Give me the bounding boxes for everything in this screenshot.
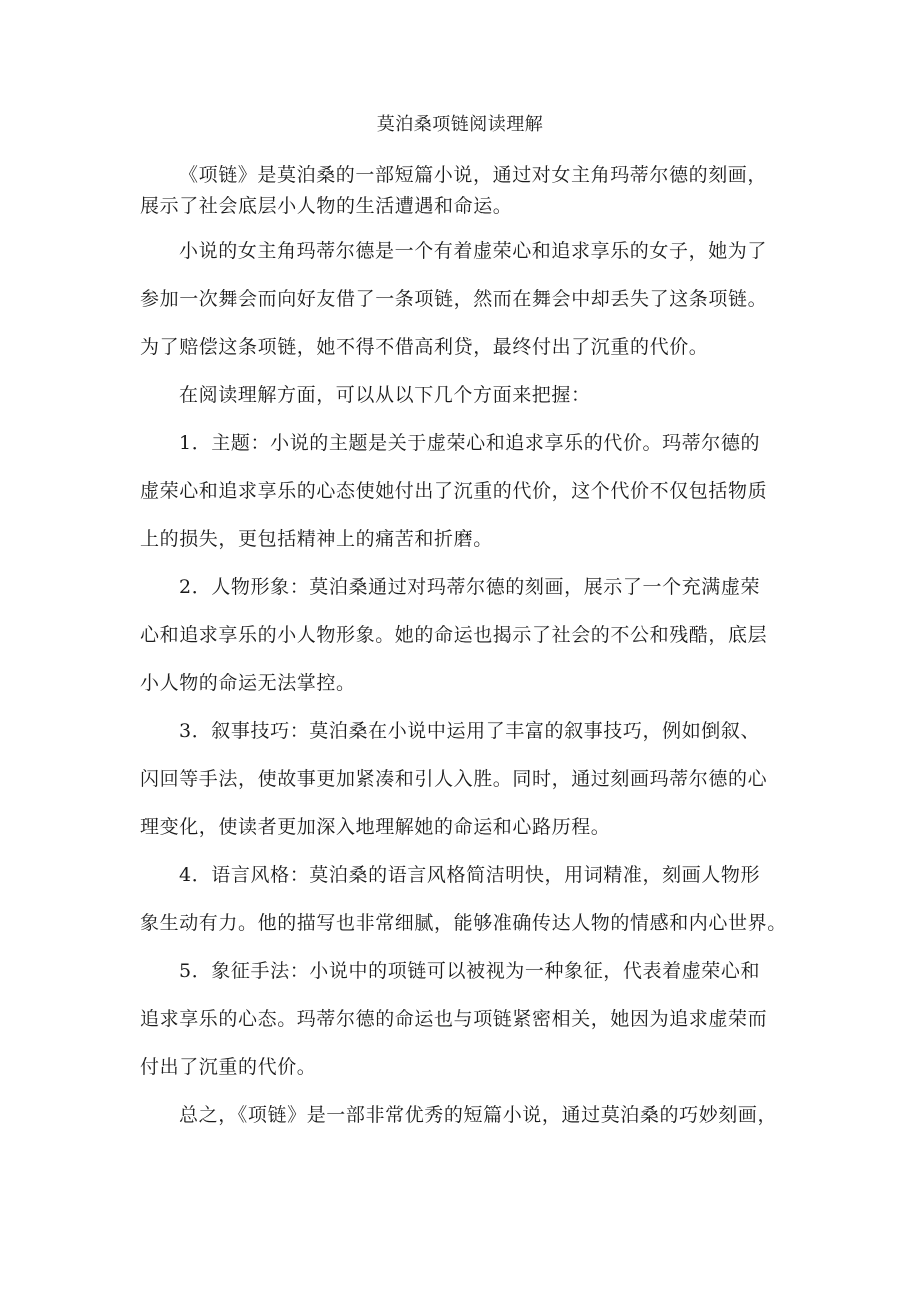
text-line: 展示了社会底层小人物的生活遭遇和命运。 (140, 195, 513, 217)
document-title: 莫泊桑项链阅读理解 (376, 114, 544, 135)
text-line: 理变化，使读者更加深入地理解她的命运和心路历程。 (140, 816, 611, 838)
text-line: 《项链》是莫泊桑的一部短篇小说，通过对女主角玛蒂尔德的刻画， (179, 164, 768, 186)
text-line: 追求享乐的心态。玛蒂尔德的命运也与项链紧密相关，她因为追求虚荣而 (140, 1008, 768, 1030)
paragraph-intro (140, 160, 800, 222)
paragraph-point-theme (140, 419, 800, 563)
text-line: 虚荣心和追求享乐的心态使她付出了沉重的代价，这个代价不仅包括物质 (140, 480, 768, 502)
text-line: 为了赔偿这条项链，她不得不借高利贷，最终付出了沉重的代价。 (140, 336, 709, 358)
paragraph-point-symbolism (140, 947, 800, 1091)
paragraph-point-language (140, 851, 800, 947)
text-line: 象生动有力。他的描写也非常细腻，能够准确传达人物的情感和内心世界。 (140, 912, 787, 934)
text-line: 参加一次舞会而向好友借了一条项链，然而在舞会中却丢失了这条项链。 (140, 288, 768, 310)
text-line: 小人物的命运无法掌控。 (140, 672, 356, 694)
text-line: 4．语言风格：莫泊桑的语言风格简洁明快，用词精准，刻画人物形 (179, 864, 761, 886)
paragraph-conclusion (140, 1091, 800, 1139)
text-line: 上的损失，更包括精神上的痛苦和折磨。 (140, 528, 493, 550)
text-line: 5．象征手法：小说中的项链可以被视为一种象征，代表着虚荣心和 (179, 960, 761, 982)
text-line: 小说的女主角玛蒂尔德是一个有着虚荣心和追求享乐的女子，她为了 (179, 240, 768, 262)
text-line: 付出了沉重的代价。 (140, 1056, 317, 1078)
paragraph-point-character (140, 563, 800, 707)
text-line: 闪回等手法，使故事更加紧凑和引人入胜。同时，通过刻画玛蒂尔德的心 (140, 768, 768, 790)
paragraph-point-narrative (140, 707, 800, 851)
text-line: 总之，《项链》是一部非常优秀的短篇小说，通过莫泊桑的巧妙刻画， (179, 1104, 778, 1126)
paragraph-summary (140, 227, 800, 371)
text-line: 心和追求享乐的小人物形象。她的命运也揭示了社会的不公和残酷，底层 (140, 624, 768, 646)
text-line: 1．主题：小说的主题是关于虚荣心和追求享乐的代价。玛蒂尔德的 (179, 432, 761, 454)
paragraph-reading-aspects (140, 371, 800, 419)
text-line: 3．叙事技巧：莫泊桑在小说中运用了丰富的叙事技巧，例如倒叙、 (179, 720, 761, 742)
text-line: 在阅读理解方面，可以从以下几个方面来把握： (179, 384, 591, 406)
text-line: 2．人物形象：莫泊桑通过对玛蒂尔德的刻画，展示了一个充满虚荣 (179, 576, 761, 598)
